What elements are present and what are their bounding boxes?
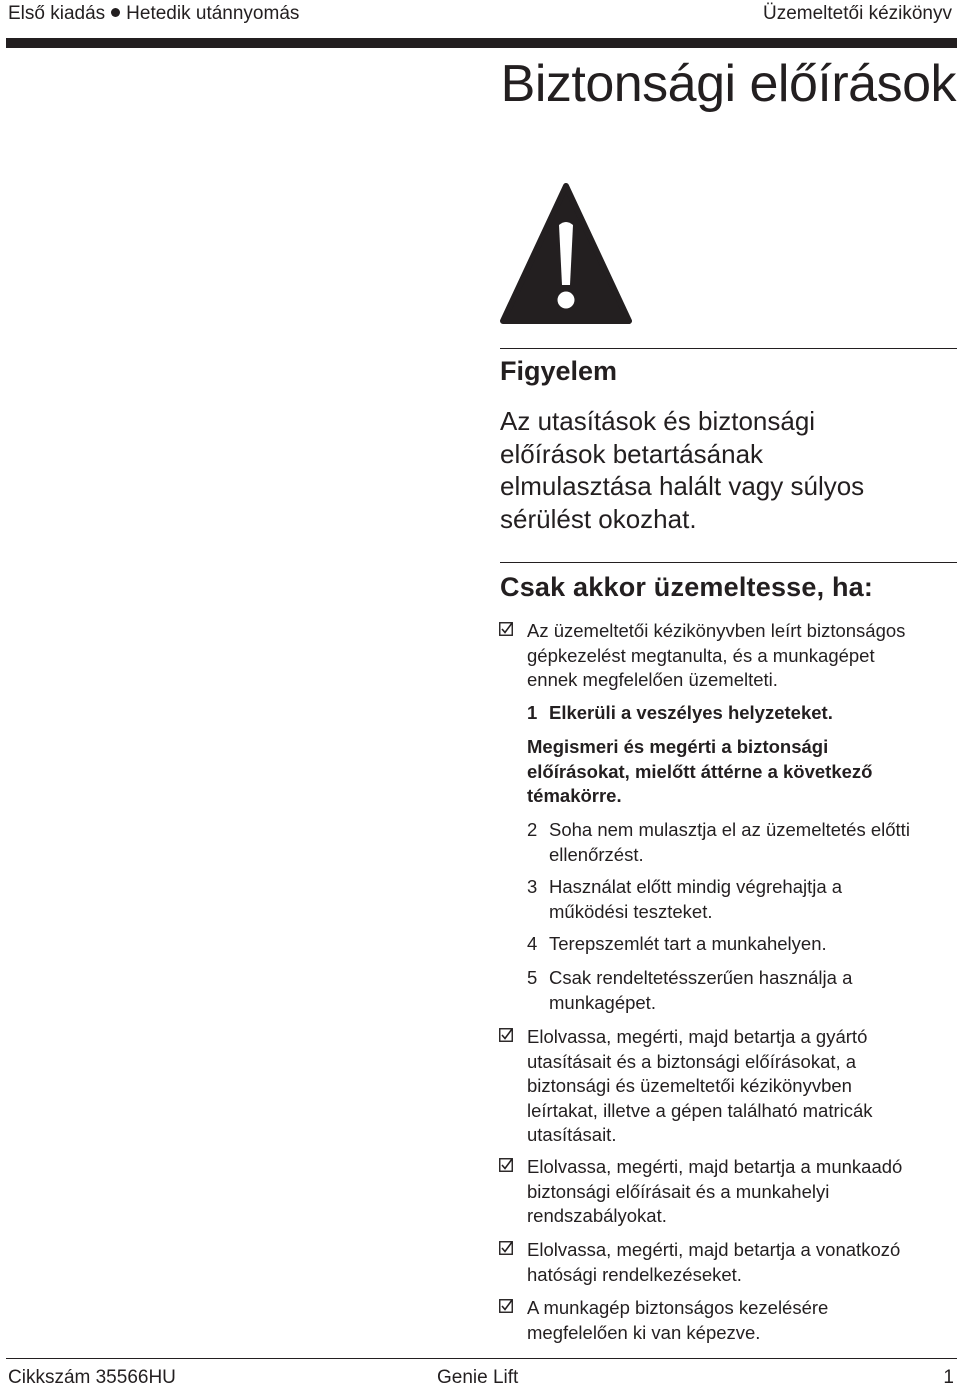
- note-line: témakörre.: [527, 785, 622, 806]
- step-number: 3: [527, 876, 538, 897]
- header-bar-divider: [6, 38, 957, 48]
- checklist-line: gépkezelést megtanulta, és a munkagépet: [527, 644, 875, 666]
- step-line: Soha nem mulasztja el az üzemeltetés előtti: [549, 819, 910, 840]
- bold-note: [527, 735, 947, 809]
- step-line: működési teszteket.: [549, 900, 713, 922]
- edition-label: Első kiadás: [8, 3, 106, 24]
- checklist-line: utasításait.: [527, 1124, 617, 1145]
- warning-heading: Figyelem: [500, 356, 618, 386]
- bullet-icon: [111, 8, 120, 17]
- checklist-line: biztonsági előírásait és a munkahelyi: [527, 1180, 830, 1202]
- step-number: 1: [527, 702, 538, 723]
- checklist-line: megfelelően ki van képezve.: [527, 1321, 761, 1343]
- checklist-line: leírtakat, illetve a gépen található matricák: [527, 1099, 873, 1121]
- step-number: 4: [527, 933, 538, 954]
- checklist-line: Elolvassa, megérti, majd betartja a munkaadó: [527, 1156, 903, 1177]
- warning-top-rule: [500, 348, 957, 349]
- header-edition-info: [8, 3, 299, 25]
- warning-text: [500, 405, 940, 535]
- step-number: 5: [527, 967, 538, 988]
- footer-rule: [6, 1358, 957, 1359]
- warning-line: Az utasítások és biztonsági: [500, 406, 816, 436]
- warning-triangle-icon: [500, 183, 632, 326]
- checklist-line: Elolvassa, megérti, majd betartja a vonatkozó: [527, 1239, 901, 1260]
- checklist-line: A munkagép biztonságos kezelésére: [527, 1297, 829, 1318]
- page-title: Biztonsági előírások: [500, 55, 956, 113]
- footer-part-number: Cikkszám 35566HU: [8, 1367, 176, 1388]
- checklist-line: Az üzemeltetői kézikönyvben leírt biztonságos: [527, 620, 906, 641]
- section-title: Csak akkor üzemeltesse, ha:: [500, 572, 874, 602]
- note-line: Megismeri és megérti a biztonsági: [527, 736, 829, 757]
- footer-page-number: 1: [943, 1367, 954, 1388]
- note-line: előírásokat, mielőtt áttérne a következő: [527, 760, 873, 782]
- step-line: Csak rendeltetésszerűen használja a: [549, 967, 853, 988]
- checkbox-checked-icon: [499, 1299, 513, 1313]
- checklist-line: Elolvassa, megérti, majd betartja a gyártó: [527, 1026, 868, 1047]
- checklist-line: rendszabályokat.: [527, 1205, 667, 1226]
- checklist-line: hatósági rendelkezéseket.: [527, 1263, 742, 1285]
- step-line: Használat előtt mindig végrehajtja a: [549, 876, 843, 897]
- checkbox-checked-icon: [499, 1158, 513, 1172]
- checkbox-checked-icon: [499, 1028, 513, 1042]
- checkbox-checked-icon: [499, 622, 513, 636]
- header-manual-title: Üzemeltetői kézikönyv: [762, 3, 952, 24]
- step-text: Elkerüli a veszélyes helyzeteket.: [549, 702, 833, 723]
- step-line: ellenőrzést.: [549, 843, 644, 865]
- footer-brand: Genie Lift: [437, 1367, 519, 1388]
- step-line: munkagépet.: [549, 991, 656, 1013]
- warning-line: sérülést okozhat.: [500, 503, 697, 534]
- checklist-line: biztonsági és üzemeltetői kézikönyvben: [527, 1075, 852, 1096]
- step-number: 2: [527, 819, 538, 840]
- warning-line: előírások betartásának: [500, 438, 764, 469]
- section-top-rule: [500, 562, 957, 563]
- checklist-line: ennek megfelelően üzemelteti.: [527, 669, 778, 690]
- warning-line: elmulasztása halált vagy súlyos: [500, 471, 865, 501]
- checklist-line: utasításait és a biztonsági előírásokat, a: [527, 1050, 857, 1072]
- step-line: Terepszemlét tart a munkahelyen.: [549, 933, 827, 954]
- printing-label: Hetedik utánnyomás: [126, 3, 300, 24]
- checkbox-checked-icon: [499, 1241, 513, 1255]
